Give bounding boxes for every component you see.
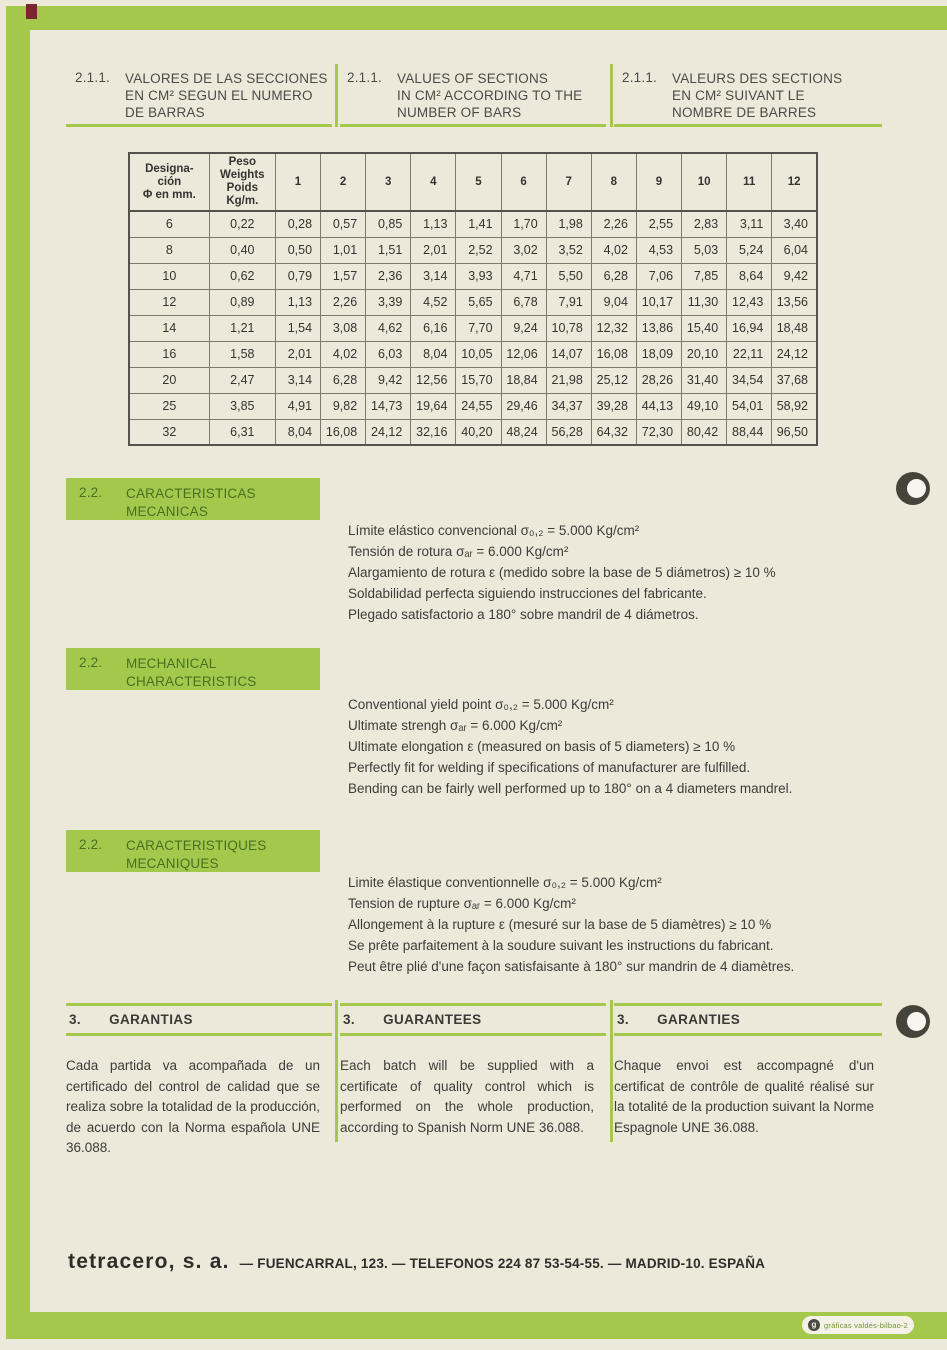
cell-section-value: 7,70	[456, 315, 501, 341]
printer-badge-text: gráficas valdés-bilbao-2	[824, 1320, 909, 1330]
column-header-bars-11: 11	[727, 153, 772, 211]
block-title-line: MECANIQUES	[126, 856, 219, 871]
cell-section-value: 2,26	[321, 289, 366, 315]
cell-section-value: 58,92	[772, 393, 817, 419]
cell-section-value: 1,41	[456, 211, 501, 237]
cell-section-value: 49,10	[682, 393, 727, 419]
cell-section-value: 14,07	[546, 341, 591, 367]
heading-211-french	[622, 70, 880, 121]
heading-column-separator	[610, 64, 613, 127]
cell-section-value: 5,65	[456, 289, 501, 315]
cell-section-value: 2,01	[411, 237, 456, 263]
spec-line: Peut être plié d'une façon satisfaisante à 180° sur mandrin de 4 diamètres.	[348, 959, 795, 974]
cell-section-value: 1,54	[275, 315, 320, 341]
cell-section-value: 24,12	[772, 341, 817, 367]
cell-designation: 14	[129, 315, 209, 341]
guarantee-number: 3.	[617, 1012, 630, 1027]
guarantee-heading-es	[66, 1003, 332, 1036]
cell-section-value: 44,13	[636, 393, 681, 419]
cell-section-value: 9,42	[772, 263, 817, 289]
column-header-bars-8: 8	[591, 153, 636, 211]
cell-section-value: 2,36	[366, 263, 411, 289]
table-row-diameter-25	[129, 393, 817, 419]
column-header-bars-4: 4	[411, 153, 456, 211]
cell-section-value: 6,04	[772, 237, 817, 263]
cell-section-value: 80,42	[682, 419, 727, 445]
guarantee-heading-fr	[614, 1003, 882, 1036]
cell-section-value: 5,24	[727, 237, 772, 263]
cell-section-value: 7,06	[636, 263, 681, 289]
cell-section-value: 1,70	[501, 211, 546, 237]
cell-weight: 0,62	[209, 263, 275, 289]
heading-underline	[340, 124, 606, 127]
cell-section-value: 3,52	[546, 237, 591, 263]
block-title-line: CHARACTERISTICS	[126, 674, 257, 689]
registration-mark	[26, 4, 37, 19]
cell-section-value: 6,16	[411, 315, 456, 341]
cell-section-value: 31,40	[682, 367, 727, 393]
cell-section-value: 13,86	[636, 315, 681, 341]
cell-section-value: 4,53	[636, 237, 681, 263]
binder-hole-bottom	[896, 1005, 930, 1038]
spec-line: Perfectly fit for welding if specifications of manufacturer are fulfilled.	[348, 760, 751, 775]
cell-designation: 8	[129, 237, 209, 263]
cell-section-value: 16,08	[321, 419, 366, 445]
table-row-diameter-6	[129, 211, 817, 237]
heading-title	[125, 70, 328, 121]
printer-logo-icon: g	[808, 1319, 820, 1331]
cell-weight: 0,22	[209, 211, 275, 237]
table-row-diameter-20	[129, 367, 817, 393]
cell-section-value: 3,11	[727, 211, 772, 237]
cell-section-value: 4,02	[321, 341, 366, 367]
spec-line: Soldabilidad perfecta siguiendo instrucciones del fabricante.	[348, 586, 707, 601]
column-header-bars-3: 3	[366, 153, 411, 211]
column-header-bars-2: 2	[321, 153, 366, 211]
spec-line: Bending can be fairly well performed up to 180° on a 4 diameters mandrel.	[348, 781, 793, 796]
spec-line: Se prête parfaitement à la soudure suivant les instructions du fabricant.	[348, 938, 774, 953]
block-title	[126, 655, 257, 690]
cell-section-value: 11,30	[682, 289, 727, 315]
cell-section-value: 34,37	[546, 393, 591, 419]
cell-section-value: 1,13	[275, 289, 320, 315]
table-row-diameter-32	[129, 419, 817, 445]
spec-line: Alargamiento de rotura ε (medido sobre la base de 5 diámetros) ≥ 10 %	[348, 565, 776, 580]
cell-section-value: 34,54	[727, 367, 772, 393]
cell-section-value: 2,52	[456, 237, 501, 263]
cell-section-value: 24,55	[456, 393, 501, 419]
cell-section-value: 15,40	[682, 315, 727, 341]
table-row-diameter-16	[129, 341, 817, 367]
cell-designation: 20	[129, 367, 209, 393]
cell-weight: 6,31	[209, 419, 275, 445]
cell-section-value: 0,28	[275, 211, 320, 237]
cell-section-value: 4,91	[275, 393, 320, 419]
cell-section-value: 4,02	[591, 237, 636, 263]
heading-line: EN CM² SEGUN EL NUMERO	[125, 88, 313, 103]
block-title-line: CARACTERISTIQUES	[126, 838, 267, 853]
cell-section-value: 37,68	[772, 367, 817, 393]
cell-section-value: 7,85	[682, 263, 727, 289]
cell-section-value: 8,04	[411, 341, 456, 367]
cell-section-value: 0,79	[275, 263, 320, 289]
guarantee-rule-bottom	[614, 1033, 882, 1036]
guarantee-rule-bottom	[340, 1033, 606, 1036]
block-mechanical-characteristics	[66, 648, 320, 690]
cell-section-value: 4,62	[366, 315, 411, 341]
cell-weight: 0,40	[209, 237, 275, 263]
column-header-bars-5: 5	[456, 153, 501, 211]
heading-number: 2.1.1.	[347, 70, 382, 85]
page-border-top	[6, 6, 947, 30]
cell-section-value: 40,20	[456, 419, 501, 445]
guarantee-column-separator	[335, 1000, 338, 1142]
guarantee-title: GARANTIAS	[109, 1012, 193, 1027]
cell-section-value: 64,32	[591, 419, 636, 445]
cell-section-value: 13,56	[772, 289, 817, 315]
cell-section-value: 39,28	[591, 393, 636, 419]
cell-section-value: 15,70	[456, 367, 501, 393]
cell-section-value: 0,50	[275, 237, 320, 263]
guarantee-title: GARANTIES	[657, 1012, 741, 1027]
heading-underline	[66, 124, 332, 127]
block-caracteristicas-mecanicas	[66, 478, 320, 520]
cell-section-value: 88,44	[727, 419, 772, 445]
column-header-bars-1: 1	[275, 153, 320, 211]
block-title-line: CARACTERISTICAS	[126, 486, 256, 501]
cell-section-value: 1,57	[321, 263, 366, 289]
table-header-row	[129, 153, 817, 211]
cell-section-value: 16,08	[591, 341, 636, 367]
spec-line: Tension de rupture σₐᵣ = 6.000 Kg/cm²	[348, 896, 576, 911]
cell-weight: 3,85	[209, 393, 275, 419]
printer-badge	[802, 1316, 914, 1334]
text-caracteristicas-mecanicas	[348, 520, 882, 625]
cell-section-value: 3,14	[275, 367, 320, 393]
block-title-line: MECANICAS	[126, 504, 209, 519]
cell-section-value: 16,94	[727, 315, 772, 341]
cell-designation: 16	[129, 341, 209, 367]
block-number: 2.2.	[79, 837, 103, 852]
sections-table	[128, 152, 818, 446]
spec-line: Plegado satisfactorio a 180° sobre mandril de 4 diámetros.	[348, 607, 699, 622]
heading-line: NUMBER OF BARS	[397, 105, 522, 120]
cell-section-value: 22,11	[727, 341, 772, 367]
spec-line: Conventional yield point σ₀,₂ = 5.000 Kg/cm²	[348, 697, 614, 712]
guarantee-paragraph-en: Each batch will be supplied with a certificate of quality control which is performed on the whole production, according to Spanish Norm UNE 36.088.	[340, 1058, 594, 1135]
guarantee-column-separator	[610, 1000, 613, 1142]
cell-designation: 10	[129, 263, 209, 289]
cell-section-value: 3,14	[411, 263, 456, 289]
cell-section-value: 96,50	[772, 419, 817, 445]
page-border-left	[6, 6, 30, 1339]
cell-section-value: 29,46	[501, 393, 546, 419]
cell-section-value: 0,85	[366, 211, 411, 237]
heading-line: DE BARRAS	[125, 105, 205, 120]
heading-line: VALORES DE LAS SECCIONES	[125, 71, 328, 86]
heading-211-english	[347, 70, 603, 121]
heading-line: EN CM² SUIVANT LE	[672, 88, 805, 103]
heading-line: NOMBRE DE BARRES	[672, 105, 817, 120]
spec-line: Ultimate strengh σₐᵣ = 6.000 Kg/cm²	[348, 718, 563, 733]
cell-section-value: 6,78	[501, 289, 546, 315]
cell-section-value: 18,84	[501, 367, 546, 393]
cell-section-value: 19,64	[411, 393, 456, 419]
cell-weight: 2,47	[209, 367, 275, 393]
heading-title	[672, 70, 842, 121]
text-mechanical-characteristics	[348, 694, 882, 799]
column-header-weight: Peso Weights Poids Kg/m.	[209, 153, 275, 211]
cell-section-value: 9,82	[321, 393, 366, 419]
block-title-line: MECHANICAL	[126, 656, 217, 671]
guarantee-title: GUARANTEES	[383, 1012, 482, 1027]
cell-section-value: 12,06	[501, 341, 546, 367]
cell-section-value: 2,83	[682, 211, 727, 237]
column-header-designation: Designa- ción Φ en mm.	[129, 153, 209, 211]
guarantee-number: 3.	[69, 1012, 82, 1027]
company-address: — FUENCARRAL, 123. — TELEFONOS 224 87 53-54-55. — MADRID-10. ESPAÑA	[239, 1256, 766, 1271]
cell-section-value: 3,08	[321, 315, 366, 341]
cell-section-value: 1,13	[411, 211, 456, 237]
guarantee-number: 3.	[343, 1012, 356, 1027]
block-caracteristiques-mecaniques	[66, 830, 320, 872]
cell-section-value: 8,64	[727, 263, 772, 289]
heading-211-spanish	[75, 70, 333, 121]
spec-line: Tensión de rotura σₐᵣ = 6.000 Kg/cm²	[348, 544, 569, 559]
cell-section-value: 28,26	[636, 367, 681, 393]
column-header-bars-6: 6	[501, 153, 546, 211]
cell-section-value: 1,98	[546, 211, 591, 237]
cell-section-value: 9,04	[591, 289, 636, 315]
heading-line: VALUES OF SECTIONS	[397, 71, 549, 86]
cell-section-value: 12,32	[591, 315, 636, 341]
spec-line: Allongement à la rupture ε (mesuré sur la base de 5 diamètres) ≥ 10 %	[348, 917, 772, 932]
cell-section-value: 0,57	[321, 211, 366, 237]
table-row-diameter-14	[129, 315, 817, 341]
cell-designation: 6	[129, 211, 209, 237]
cell-section-value: 32,16	[411, 419, 456, 445]
column-header-bars-7: 7	[546, 153, 591, 211]
cell-section-value: 2,55	[636, 211, 681, 237]
cell-section-value: 9,24	[501, 315, 546, 341]
column-header-bars-12: 12	[772, 153, 817, 211]
cell-section-value: 12,43	[727, 289, 772, 315]
cell-section-value: 6,28	[321, 367, 366, 393]
cell-section-value: 20,10	[682, 341, 727, 367]
heading-underline	[614, 124, 882, 127]
cell-weight: 0,89	[209, 289, 275, 315]
cell-section-value: 2,26	[591, 211, 636, 237]
cell-section-value: 56,28	[546, 419, 591, 445]
cell-section-value: 3,02	[501, 237, 546, 263]
guarantee-heading-en	[340, 1003, 606, 1036]
cell-section-value: 1,01	[321, 237, 366, 263]
cell-designation: 32	[129, 419, 209, 445]
heading-line: VALEURS DES SECTIONS	[672, 71, 843, 86]
block-title	[126, 485, 256, 520]
guarantee-paragraph-es: Cada partida va acompañada de un certificado del control de calidad que se realiza sobre la totalidad de la producción, de acuerdo con la Norma española UNE 36.088.	[66, 1058, 320, 1155]
cell-section-value: 3,93	[456, 263, 501, 289]
cell-section-value: 5,03	[682, 237, 727, 263]
heading-number: 2.1.1.	[75, 70, 110, 85]
cell-designation: 25	[129, 393, 209, 419]
table-row-diameter-10	[129, 263, 817, 289]
heading-column-separator	[335, 64, 338, 127]
cell-section-value: 7,91	[546, 289, 591, 315]
cell-section-value: 3,39	[366, 289, 411, 315]
cell-section-value: 5,50	[546, 263, 591, 289]
cell-section-value: 18,09	[636, 341, 681, 367]
heading-title	[397, 70, 582, 121]
cell-section-value: 1,51	[366, 237, 411, 263]
cell-section-value: 9,42	[366, 367, 411, 393]
cell-section-value: 72,30	[636, 419, 681, 445]
block-number: 2.2.	[79, 655, 103, 670]
spec-line: Limite élastique conventionnelle σ₀,₂ = 5.000 Kg/cm²	[348, 875, 662, 890]
cell-section-value: 54,01	[727, 393, 772, 419]
table-row-diameter-12	[129, 289, 817, 315]
table-row-diameter-8	[129, 237, 817, 263]
guarantee-rule-bottom	[66, 1033, 332, 1036]
binder-hole-top	[896, 472, 930, 505]
cell-section-value: 12,56	[411, 367, 456, 393]
cell-section-value: 6,28	[591, 263, 636, 289]
cell-section-value: 25,12	[591, 367, 636, 393]
column-header-bars-10: 10	[682, 153, 727, 211]
spec-line: Ultimate elongation ε (measured on basis of 5 diameters) ≥ 10 %	[348, 739, 736, 754]
footer	[68, 1250, 765, 1274]
cell-section-value: 10,17	[636, 289, 681, 315]
cell-section-value: 48,24	[501, 419, 546, 445]
text-caracteristiques-mecaniques	[348, 872, 882, 977]
heading-number: 2.1.1.	[622, 70, 657, 85]
cell-designation: 12	[129, 289, 209, 315]
spec-line: Límite elástico convencional σ₀,₂ = 5.000 Kg/cm²	[348, 523, 640, 538]
cell-section-value: 2,01	[275, 341, 320, 367]
cell-section-value: 4,52	[411, 289, 456, 315]
cell-section-value: 6,03	[366, 341, 411, 367]
cell-section-value: 18,48	[772, 315, 817, 341]
block-number: 2.2.	[79, 485, 103, 500]
cell-weight: 1,21	[209, 315, 275, 341]
column-header-bars-9: 9	[636, 153, 681, 211]
heading-line: IN CM² ACCORDING TO THE	[397, 88, 583, 103]
cell-section-value: 10,78	[546, 315, 591, 341]
guarantee-paragraph-fr: Chaque envoi est accompagné d'un certificat de contrôle de qualité réalisé sur la totalité de la production suivant la Norme Espagnole UNE 36.088.	[614, 1058, 874, 1135]
cell-section-value: 3,40	[772, 211, 817, 237]
cell-section-value: 10,05	[456, 341, 501, 367]
cell-weight: 1,58	[209, 341, 275, 367]
cell-section-value: 24,12	[366, 419, 411, 445]
cell-section-value: 8,04	[275, 419, 320, 445]
company-name: tetracero, s. a.	[68, 1250, 230, 1273]
cell-section-value: 4,71	[501, 263, 546, 289]
cell-section-value: 14,73	[366, 393, 411, 419]
cell-section-value: 21,98	[546, 367, 591, 393]
block-title	[126, 837, 266, 872]
